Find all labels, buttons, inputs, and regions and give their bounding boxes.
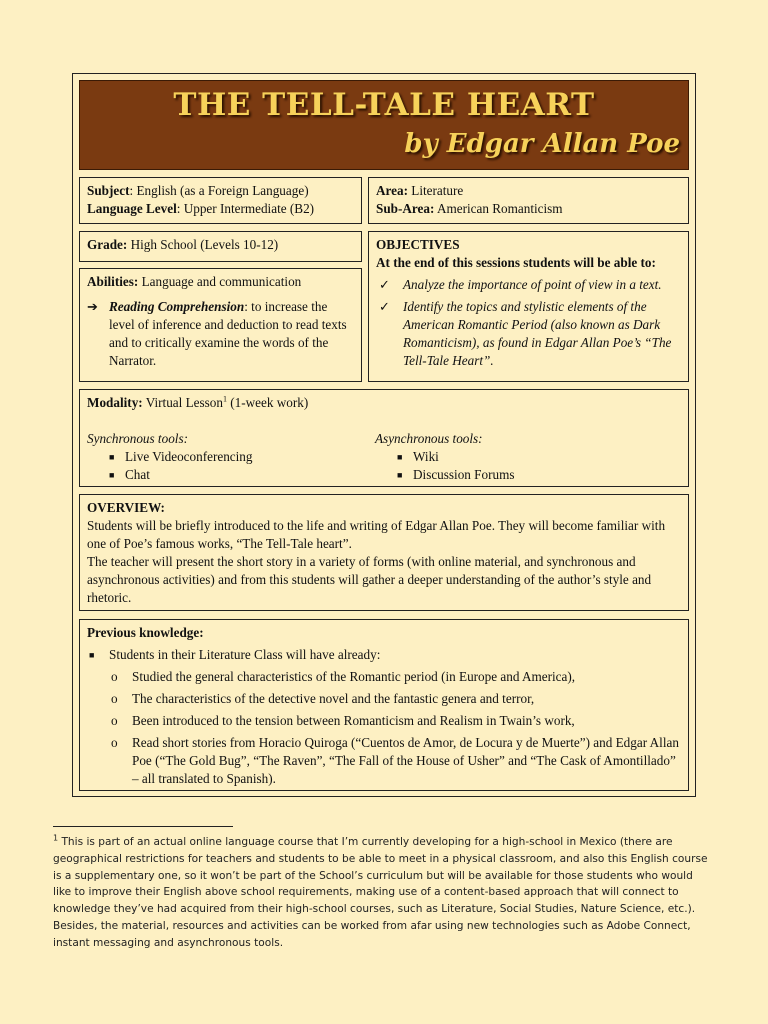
grade-box (79, 231, 362, 262)
objectives-heading: OBJECTIVES (376, 237, 460, 252)
list-item: ■ Wiki (375, 448, 514, 466)
list-item: ■ Chat (87, 466, 375, 484)
square-bullet-icon: ■ (397, 452, 403, 462)
overview-heading: OVERVIEW: (87, 500, 165, 515)
overview-box (79, 494, 689, 611)
checkmark-icon: ✓ (379, 299, 391, 314)
footnote-separator (53, 826, 233, 827)
abilities-box (79, 268, 362, 382)
square-bullet-icon: ■ (109, 470, 115, 480)
subject-line: Subject: English (as a Foreign Language) (87, 183, 309, 198)
square-bullet-icon: ■ (397, 470, 403, 480)
abilities-line: Abilities: Language and communication (87, 274, 302, 289)
arrow-right-icon: ➔ (87, 299, 98, 314)
list-item: o Read short stories from Horacio Quiroga (“Cuentos de Amor, de Locura y de Muerte”) and Edgar Allan Poe (“The Gold Bug”, “The Raven”, “The Fall of the House of Usher” and “The Cask of Amontillado” – all translated to Spanish). (87, 734, 681, 788)
footnote-number: 1 (53, 833, 59, 843)
sync-tools-heading: Synchronous tools: (87, 431, 188, 446)
overview-paragraph: The teacher will present the short story in a variety of forms (with online material, and synchronous and asynchronous activities) and from this students will gather a deeper understanding of the author’s style and rhetoric. (87, 554, 652, 605)
sync-tools-column (87, 430, 375, 484)
list-item: ■ Discussion Forums (375, 466, 514, 484)
list-item: o The characteristics of the detective novel and the fantastic genera and terror, (87, 690, 681, 708)
square-bullet-icon: ■ (109, 452, 115, 462)
list-item: ■ Live Videoconferencing (87, 448, 375, 466)
area-line: Area: Literature (376, 183, 464, 198)
list-item: ✓ Identify the topics and stylistic elements of the American Romantic Period (also known as Dark Romanticism), as found in Edgar Allan Poe’s “The Tell-Tale Heart”. (376, 298, 681, 370)
grade-line: Grade: High School (Levels 10-12) (87, 237, 279, 252)
overview-paragraph: Students will be briefly introduced to the life and writing of Edgar Allan Poe. They will become familiar with one of Poe’s famous works, “The Tell-Tale heart”. (87, 518, 666, 551)
circle-bullet-icon: o (111, 713, 118, 728)
circle-bullet-icon: o (111, 669, 118, 684)
level-line: Language Level: Upper Intermediate (B2) (87, 201, 315, 216)
list-item: ■ Students in their Literature Class will have already: (89, 647, 381, 662)
subject-box (79, 177, 362, 224)
circle-bullet-icon: o (111, 691, 118, 706)
previous-knowledge-box (79, 619, 689, 791)
modality-box (79, 389, 689, 487)
list-item: o Been introduced to the tension between Romanticism and Realism in Twain’s work, (87, 712, 681, 730)
checkmark-icon: ✓ (379, 277, 391, 292)
modality-line: Modality: Virtual Lesson$^1$ (1-week work) (87, 394, 309, 410)
list-item: o Studied the general characteristics of the Romantic period (in Europe and America), (87, 668, 681, 686)
list-item: ✓ Analyze the importance of point of view in a text. (376, 276, 681, 294)
tools-columns (87, 430, 681, 484)
objectives-box (368, 231, 689, 382)
footnote: $^1$ This is part of an actual online language course that I’m currently developing for a high-school in Mexico (there are geographical restrictions for teachers and students to be able to meet in a physical classroom, and also this English course is a supplementary one, so it won’t be part of the School’s curriculum but will be available for those students who would like to improve their English above school requirements, making use of a content-based approach that will connect to knowledge they’ve had acquired from their high-school courses, such as Literature, Social Studies, Nature Science, etc.). Besides, the material, resources and activities can be worked from afar using new technologies such as Adobe Connect, instant messaging and asynchronous tools. (53, 833, 708, 949)
area-box (368, 177, 689, 224)
document-author: by Edgar Allan Poe (404, 129, 680, 159)
circle-bullet-icon: o (111, 735, 118, 750)
document-title: THE TELL-TALE HEART (173, 87, 595, 123)
list-item: ➔ Reading Comprehension: to increase the level of inference and deduction to read texts and to critically examine the words of the Narrator. (87, 299, 347, 368)
title-banner (79, 80, 689, 170)
footnote-reference: 1 (222, 394, 227, 404)
async-tools-heading: Asynchronous tools: (375, 431, 483, 446)
previous-knowledge-heading: Previous knowledge: (87, 625, 204, 640)
subarea-line: Sub-Area: American Romanticism (376, 201, 563, 216)
async-tools-column (375, 430, 514, 484)
objectives-intro: At the end of this sessions students will be able to: (376, 255, 656, 270)
square-bullet-icon: ■ (89, 650, 95, 660)
